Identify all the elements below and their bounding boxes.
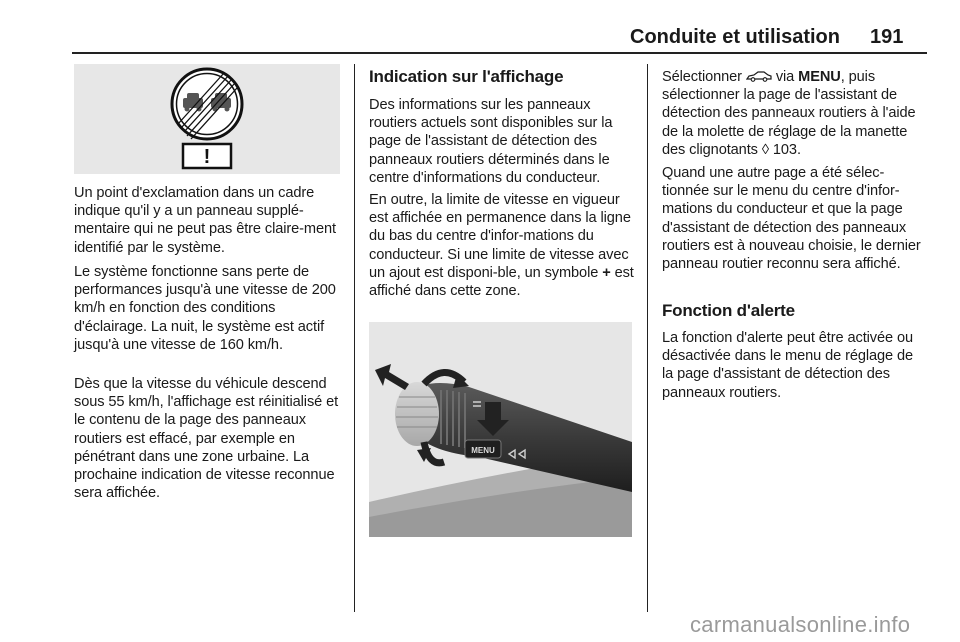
paragraph: Sélectionner via MENU, puis sélectionner la page de l'assistant de détection des panneaux routiers à l'aide de la molette de réglage de la manette des clignotants ◊ 103. — [662, 69, 916, 158]
paragraph: En outre, la limite de vitesse en vigueur est affichée en permanence dans la ligne du bas du centre d'infor-mations du conducteur. Si une limite de vitesse avec un ajout est disponi-ble, un symbole + est affiché dans cette zone. — [369, 192, 634, 300]
menu-keyword: MENU — [798, 69, 841, 85]
paragraph: Un point d'exclamation dans un cadre indique qu'il y a un panneau supplé-mentaire qui ne peut pas être claire-ment identifié par le système. — [74, 185, 336, 256]
exclamation-mark: ! — [203, 146, 211, 168]
plus-symbol: + — [602, 264, 611, 281]
paragraph: Dès que la vitesse du véhicule descend sous 55 km/h, l'affichage est réinitialisé et le contenu de la page des panneaux routiers est effacé, par exemple en pénétrant dans une zone urbaine. La prochaine indication de vitesse reconnue sera affichée. — [74, 376, 339, 502]
car-icon — [746, 70, 772, 82]
column-divider — [354, 64, 355, 612]
paragraph: Des informations sur les panneaux routiers actuels sont disponibles sur la page de l'assistant de détection des panneaux routiers déterminés dans le centre d'informations du conducteur. — [369, 97, 613, 186]
paragraph: Quand une autre page a été sélec-tionnée sur le menu du centre d'infor-mations du conducteur et que la page d'assistant de détection des panneaux routiers est à nouveau choisie, le dernier panneau routier reconnu sera affiché. — [662, 165, 921, 273]
sign-illustration — [74, 64, 340, 174]
menu-button-label: MENU — [471, 446, 495, 455]
header-rule — [72, 52, 927, 54]
turn-signal-lever-illustration — [369, 322, 632, 537]
watermark: carmanualsonline.info — [690, 612, 911, 637]
running-header-title: Conduite et utilisation — [630, 26, 840, 48]
turn-signal-lever-icon — [369, 322, 632, 537]
end-of-no-overtaking-sign-icon — [74, 64, 340, 174]
paragraph: La fonction d'alerte peut être activée ou désactivée dans le menu de réglage de la page d'assistant de détection des panneaux routiers. — [662, 330, 914, 401]
page-number: 191 — [870, 26, 904, 48]
paragraph: Le système fonctionne sans perte de performances jusqu'à une vitesse de 200 km/h en fonction des conditions d'éclairage. La nuit, le système est actif jusqu'à une vitesse de 160 km/h. — [74, 264, 336, 353]
section-heading: Indication sur l'affichage — [369, 67, 564, 86]
column-divider — [647, 64, 648, 612]
page-reference-arrow-icon: ◊ — [761, 141, 769, 158]
section-heading: Fonction d'alerte — [662, 301, 795, 320]
